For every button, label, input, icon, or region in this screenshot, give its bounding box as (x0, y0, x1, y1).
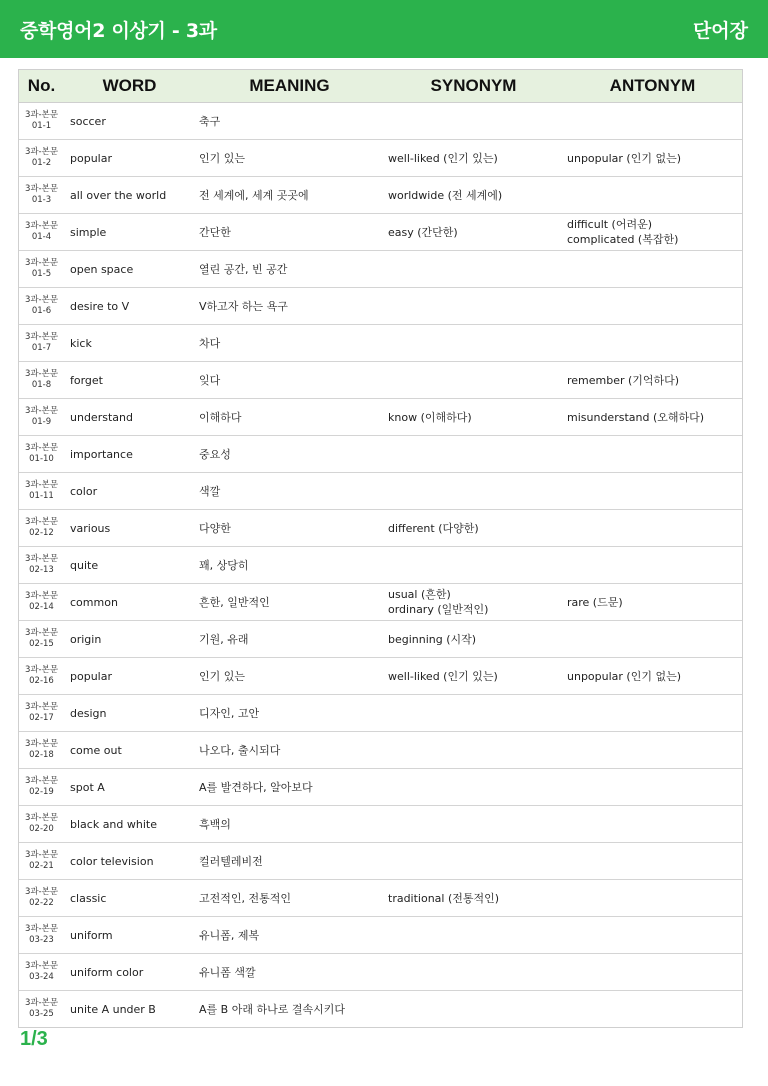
entry-number (19, 658, 64, 695)
column-header-synonym: SYNONYM (384, 70, 563, 103)
entry-meaning: 열린 공간, 빈 공간 (195, 251, 384, 288)
entry-index: 01-6 (31, 306, 52, 316)
table-row (19, 288, 742, 325)
entry-meaning: 축구 (195, 103, 384, 140)
entry-synonym (384, 806, 563, 843)
entry-meaning: 꽤, 상당히 (195, 547, 384, 584)
entry-word: importance (64, 436, 195, 473)
entry-meaning: 고전적인, 전통적인 (195, 880, 384, 917)
entry-antonym (563, 806, 742, 843)
entry-number (19, 288, 64, 325)
entry-meaning: 전 세계에, 세계 곳곳에 (195, 177, 384, 214)
entry-synonym (384, 843, 563, 880)
entry-antonym (563, 214, 742, 251)
entry-number (19, 917, 64, 954)
entry-index: 03-24 (29, 972, 54, 982)
entry-index: 03-25 (29, 1009, 54, 1019)
entry-antonym (563, 140, 742, 177)
table-row (19, 251, 742, 288)
entry-index: 02-20 (29, 824, 54, 834)
synonym-text: well-liked (인기 있는) (388, 151, 498, 165)
entry-word: common (64, 584, 195, 621)
entry-lesson: 3과-본문 (24, 961, 59, 971)
table-row (19, 473, 742, 510)
entry-lesson: 3과-본문 (24, 887, 59, 897)
entry-synonym (384, 991, 563, 1028)
table-body (19, 103, 742, 1028)
entry-lesson: 3과-본문 (24, 221, 59, 231)
entry-antonym (563, 362, 742, 399)
entry-number (19, 362, 64, 399)
entry-number (19, 510, 64, 547)
entry-index: 01-11 (29, 491, 54, 501)
entry-number (19, 251, 64, 288)
page-title: 중학영어2 이상기 - 3과 (20, 19, 217, 42)
entry-meaning: 유니폼 색깔 (195, 954, 384, 991)
entry-synonym (384, 325, 563, 362)
antonym-text: difficult (어려운) (567, 218, 653, 231)
entry-lesson: 3과-본문 (24, 554, 59, 564)
table-row (19, 695, 742, 732)
entry-lesson: 3과-본문 (24, 480, 59, 490)
entry-lesson: 3과-본문 (24, 295, 59, 305)
header-bar (0, 0, 768, 58)
table-row (19, 991, 742, 1028)
entry-index: 01-9 (31, 417, 52, 427)
synonym-text: beginning (시작) (388, 632, 477, 646)
antonym-text: misunderstand (오해하다) (567, 410, 705, 424)
entry-word: open space (64, 251, 195, 288)
entry-meaning: A를 발견하다, 알아보다 (195, 769, 384, 806)
entry-word: color television (64, 843, 195, 880)
table-row (19, 325, 742, 362)
entry-word: color (64, 473, 195, 510)
table-header-row (19, 70, 742, 103)
entry-word: soccer (64, 103, 195, 140)
entry-number (19, 991, 64, 1028)
column-header-antonym: ANTONYM (563, 70, 742, 103)
entry-lesson: 3과-본문 (24, 258, 59, 268)
entry-synonym (384, 658, 563, 695)
entry-meaning: 이해하다 (195, 399, 384, 436)
entry-meaning: 유니폼, 제복 (195, 917, 384, 954)
table-row (19, 436, 742, 473)
entry-lesson: 3과-본문 (24, 406, 59, 416)
entry-antonym (563, 732, 742, 769)
entry-lesson: 3과-본문 (24, 702, 59, 712)
synonym-text: usual (흔한) (388, 588, 451, 601)
entry-synonym (384, 473, 563, 510)
entry-meaning: 간단한 (195, 214, 384, 251)
entry-index: 02-21 (29, 861, 54, 871)
entry-number (19, 436, 64, 473)
entry-word: design (64, 695, 195, 732)
entry-antonym (563, 584, 742, 621)
entry-antonym (563, 325, 742, 362)
entry-index: 02-17 (29, 713, 54, 723)
entry-meaning: 흑백의 (195, 806, 384, 843)
entry-number (19, 621, 64, 658)
entry-number (19, 473, 64, 510)
entry-lesson: 3과-본문 (24, 147, 59, 157)
entry-synonym (384, 954, 563, 991)
entry-lesson: 3과-본문 (24, 184, 59, 194)
entry-synonym (384, 547, 563, 584)
entry-lesson: 3과-본문 (24, 850, 59, 860)
entry-synonym (384, 103, 563, 140)
entry-index: 01-5 (31, 269, 52, 279)
entry-index: 02-14 (29, 602, 54, 612)
entry-word: unite A under B (70, 1002, 156, 1016)
entry-index: 01-8 (31, 380, 52, 390)
entry-number (19, 399, 64, 436)
entry-meaning: V하고자 하는 욕구 (195, 288, 384, 325)
synonym-text: well-liked (인기 있는) (388, 669, 498, 683)
table-row (19, 843, 742, 880)
entry-number (19, 954, 64, 991)
entry-antonym (563, 177, 742, 214)
vocabulary-table-container (18, 69, 743, 1028)
table-row (19, 954, 742, 991)
entry-index: 01-3 (31, 195, 52, 205)
table-row (19, 103, 742, 140)
entry-word: black and white (64, 806, 195, 843)
entry-lesson: 3과-본문 (24, 813, 59, 823)
entry-word: kick (64, 325, 195, 362)
entry-word: origin (64, 621, 195, 658)
entry-number (19, 325, 64, 362)
entry-antonym (563, 251, 742, 288)
entry-lesson: 3과-본문 (24, 517, 59, 527)
entry-meaning: A를 B 아래 하나로 결속시키다 (199, 1003, 345, 1016)
entry-antonym (563, 288, 742, 325)
table-row (19, 214, 742, 251)
page-number: 1/3 (20, 1028, 48, 1050)
entry-word: desire to V (64, 288, 195, 325)
entry-synonym (384, 917, 563, 954)
entry-meaning: 컬러텔레비전 (195, 843, 384, 880)
entry-number (19, 584, 64, 621)
entry-lesson: 3과-본문 (24, 776, 59, 786)
entry-index: 02-19 (29, 787, 54, 797)
entry-meaning: 디자인, 고안 (195, 695, 384, 732)
entry-synonym (384, 880, 563, 917)
entry-index: 02-16 (29, 676, 54, 686)
column-header-meaning: MEANING (195, 70, 384, 103)
entry-word: various (64, 510, 195, 547)
synonym-text: know (이해하다) (388, 410, 472, 424)
entry-word: quite (64, 547, 195, 584)
entry-meaning: 중요성 (195, 436, 384, 473)
entry-synonym (384, 251, 563, 288)
entry-lesson: 3과-본문 (24, 369, 59, 379)
entry-meaning: 나오다, 출시되다 (195, 732, 384, 769)
entry-meaning: 잊다 (195, 362, 384, 399)
entry-word: forget (64, 362, 195, 399)
table-row (19, 806, 742, 843)
entry-synonym (384, 140, 563, 177)
table-row (19, 880, 742, 917)
entry-word: come out (64, 732, 195, 769)
entry-meaning: 색깔 (195, 473, 384, 510)
entry-meaning: 인기 있는 (195, 658, 384, 695)
entry-word: uniform (64, 917, 195, 954)
entry-antonym (563, 547, 742, 584)
synonym-text: different (다양한) (388, 521, 479, 535)
table-row (19, 547, 742, 584)
table-row (19, 140, 742, 177)
entry-number (19, 880, 64, 917)
table-row (19, 177, 742, 214)
entry-synonym (384, 732, 563, 769)
entry-word: popular (64, 140, 195, 177)
entry-synonym (384, 362, 563, 399)
entry-index: 03-23 (29, 935, 54, 945)
entry-word: classic (64, 880, 195, 917)
column-header-word: WORD (64, 70, 195, 103)
entry-lesson: 3과-본문 (24, 628, 59, 638)
entry-word: uniform color (64, 954, 195, 991)
entry-antonym (563, 436, 742, 473)
entry-number (19, 806, 64, 843)
entry-index: 02-15 (29, 639, 54, 649)
entry-antonym (563, 880, 742, 917)
synonym-text: ordinary (일반적인) (388, 603, 489, 616)
entry-number (19, 177, 64, 214)
entry-lesson: 3과-본문 (24, 443, 59, 453)
entry-synonym (384, 436, 563, 473)
entry-index: 01-4 (31, 232, 52, 242)
entry-lesson: 3과-본문 (24, 332, 59, 342)
entry-lesson: 3과-본문 (24, 110, 59, 120)
entry-synonym (384, 288, 563, 325)
entry-synonym (384, 695, 563, 732)
entry-number (19, 843, 64, 880)
entry-antonym (563, 510, 742, 547)
entry-antonym (563, 843, 742, 880)
entry-meaning: 다양한 (195, 510, 384, 547)
entry-antonym (563, 621, 742, 658)
entry-number (19, 140, 64, 177)
table-row (19, 584, 742, 621)
entry-index: 01-7 (31, 343, 52, 353)
entry-index: 02-13 (29, 565, 54, 575)
antonym-text: unpopular (인기 없는) (567, 151, 682, 165)
entry-antonym (563, 991, 742, 1028)
vocabulary-table (19, 70, 742, 1027)
table-row (19, 917, 742, 954)
antonym-text: complicated (복잡한) (567, 233, 679, 246)
entry-antonym (563, 473, 742, 510)
table-row (19, 362, 742, 399)
entry-antonym (563, 695, 742, 732)
table-row (19, 399, 742, 436)
entry-index: 01-10 (29, 454, 54, 464)
entry-lesson: 3과-본문 (24, 924, 59, 934)
entry-antonym (563, 917, 742, 954)
entry-synonym (384, 214, 563, 251)
table-row (19, 621, 742, 658)
table-row (19, 769, 742, 806)
entry-lesson: 3과-본문 (24, 665, 59, 675)
entry-number (19, 547, 64, 584)
entry-word: simple (64, 214, 195, 251)
entry-meaning: 기원, 유래 (195, 621, 384, 658)
entry-synonym (384, 584, 563, 621)
entry-number (19, 732, 64, 769)
entry-meaning: 흔한, 일반적인 (195, 584, 384, 621)
entry-word: spot A (64, 769, 195, 806)
antonym-text: remember (기억하다) (567, 373, 680, 387)
table-row (19, 658, 742, 695)
entry-word: popular (64, 658, 195, 695)
entry-synonym (384, 399, 563, 436)
table-row (19, 732, 742, 769)
entry-lesson: 3과-본문 (24, 591, 59, 601)
entry-number (19, 769, 64, 806)
entry-index: 02-12 (29, 528, 54, 538)
entry-number (19, 214, 64, 251)
antonym-text: unpopular (인기 없는) (567, 669, 682, 683)
entry-synonym (384, 510, 563, 547)
entry-antonym (563, 399, 742, 436)
entry-number (19, 103, 64, 140)
synonym-text: worldwide (전 세계에) (388, 188, 503, 202)
entry-index: 01-2 (31, 158, 52, 168)
synonym-text: easy (간단한) (388, 225, 458, 239)
synonym-text: traditional (전통적인) (388, 891, 500, 905)
entry-number (19, 695, 64, 732)
entry-synonym (384, 621, 563, 658)
entry-index: 02-18 (29, 750, 54, 760)
entry-antonym (563, 103, 742, 140)
entry-meaning: 인기 있는 (195, 140, 384, 177)
entry-lesson: 3과-본문 (24, 739, 59, 749)
entry-index: 02-22 (29, 898, 54, 908)
antonym-text: rare (드문) (567, 595, 623, 609)
vocabulary-label: 단어장 (692, 19, 748, 42)
entry-antonym (563, 769, 742, 806)
entry-index: 01-1 (31, 121, 52, 131)
entry-meaning: 차다 (195, 325, 384, 362)
column-header-no: No. (19, 70, 64, 103)
entry-word: all over the world (64, 177, 195, 214)
entry-word: understand (64, 399, 195, 436)
entry-synonym (384, 177, 563, 214)
entry-antonym (563, 658, 742, 695)
entry-synonym (384, 769, 563, 806)
entry-antonym (563, 954, 742, 991)
entry-lesson: 3과-본문 (24, 998, 59, 1008)
table-row (19, 510, 742, 547)
